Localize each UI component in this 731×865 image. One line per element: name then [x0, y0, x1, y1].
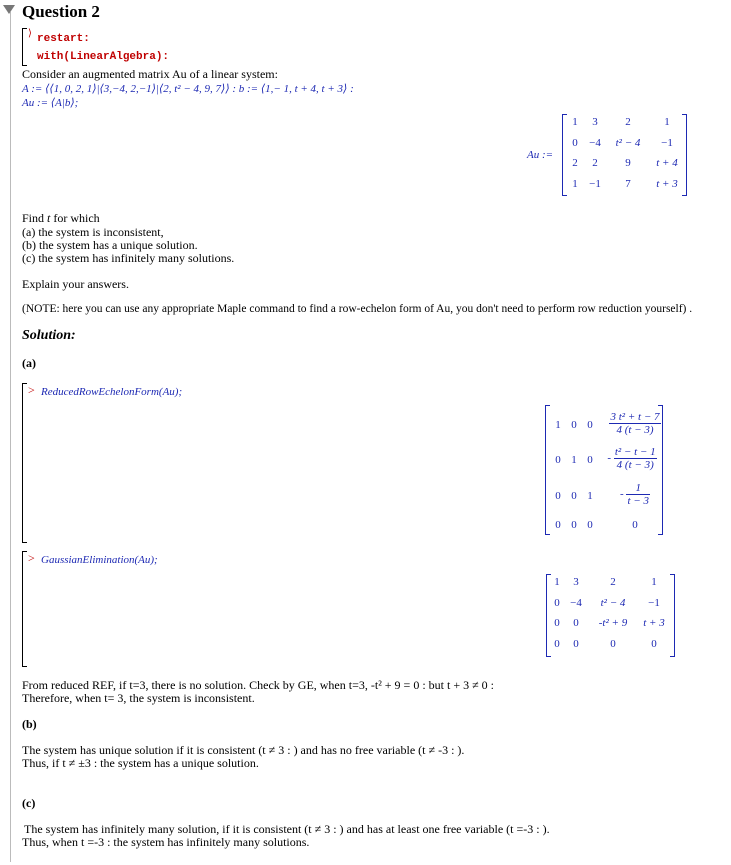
answer-c-line2: Thus, when t =-3 : the system has infinitely many solutions.	[22, 835, 310, 849]
ge-cell-2-4: −1	[648, 597, 660, 609]
ge-cell-4-1: 0	[554, 638, 560, 650]
au-matrix	[562, 114, 687, 196]
explain-text: Explain your answers.	[22, 277, 129, 291]
au-cell-2-3: t² − 4	[615, 137, 641, 149]
ge-matrix	[546, 574, 675, 657]
rref-cell-4-3: 0	[587, 519, 593, 531]
rref-cell-3-1: 0	[555, 490, 561, 502]
au-cell-4-3: 7	[625, 178, 631, 190]
section-bar	[10, 12, 11, 862]
cursor-prompt-icon: ⟩	[28, 28, 32, 39]
ge-cell-1-3: 2	[610, 576, 616, 588]
intro-text: Consider an augmented matrix Au of a linear system:	[22, 67, 278, 81]
ge-cell-1-2: 3	[573, 576, 579, 588]
input-restart[interactable]: restart:	[37, 33, 90, 45]
ge-command[interactable]: GaussianElimination(Au);	[41, 554, 158, 566]
ge-cell-4-3: 0	[610, 638, 616, 650]
answer-b-line2: Thus, if t ≠ ±3 : the system has a unique solution.	[22, 756, 259, 770]
var-t: t	[47, 211, 51, 225]
au-cell-1-2: 3	[592, 116, 598, 128]
ge-prompt-icon: >	[28, 551, 35, 565]
solution-heading: Solution:	[22, 328, 76, 343]
answer-a-line2: Therefore, when t= 3, the system is inconsistent.	[22, 691, 255, 705]
rref-cell-1-1: 1	[555, 419, 561, 431]
section-title[interactable]: Question 2	[22, 2, 100, 21]
part-c-label: (c)	[22, 796, 36, 810]
au-cell-3-1: 2	[572, 157, 578, 169]
input-with-linearalgebra[interactable]: with(LinearAlgebra):	[37, 51, 170, 63]
rref-cell-4-2: 0	[571, 519, 577, 531]
rref-cell-3-2: 0	[571, 490, 577, 502]
rref-cell-2-2: 1	[571, 454, 577, 466]
rref-cell-1-4: $\frac{\text{3 t² + t − 7}}{4 (t - 3)}$	[610, 411, 660, 436]
au-cell-3-2: 2	[592, 157, 598, 169]
part-b-label: (b)	[22, 717, 37, 731]
au-cell-4-1: 1	[572, 178, 578, 190]
ge-cell-3-3: -t² + 9	[598, 617, 628, 629]
au-cell-3-3: 9	[625, 157, 631, 169]
note-text: (NOTE: here you can use any appropriate Maple command to find a row-echelon form of Au, you don't need to perform row reduction yourself) .	[22, 303, 693, 315]
ge-cell-2-3: t² − 4	[600, 597, 626, 609]
au-cell-4-4: t + 3	[656, 178, 678, 190]
ge-cell-1-1: 1	[554, 576, 560, 588]
define-a-b[interactable]: A := ⟨⟨1, 0, 2, 1⟩|⟨3,−4, 2,−1⟩|⟨2, t² − 4, 9, 7⟩⟩ : b := ⟨1,− 1, t + 4, t + 3⟩ :	[22, 83, 354, 95]
answer-a-line1: From reduced REF, if t=3, there is no solution. Check by GE, when t=3, -t² + 9 = 0 : but t + 3 ≠ 0 :	[22, 678, 495, 692]
rref-cell-2-4: - $\frac{\text{t² − t − 1}}{4 (t - 3)}$	[607, 446, 656, 471]
question-line1: Find t for which	[22, 211, 100, 225]
ge-cell-2-1: 0	[554, 597, 560, 609]
rref-group-bracket[interactable]	[22, 383, 27, 543]
part-a-label: (a)	[22, 356, 36, 370]
au-cell-1-1: 1	[572, 116, 578, 128]
rref-command[interactable]: ReducedRowEchelonForm(Au);	[41, 386, 183, 398]
execution-group-bracket[interactable]	[22, 28, 27, 66]
ge-group-bracket[interactable]	[22, 551, 27, 667]
rref-cell-4-4: 0	[632, 519, 638, 531]
rref-cell-3-4: - $\frac{1}{t - 3}$	[620, 482, 649, 507]
question-c: (c) the system has infinitely many solutions.	[22, 251, 235, 265]
ge-cell-4-4: 0	[651, 638, 657, 650]
au-cell-2-1: 0	[572, 137, 578, 149]
au-label: Au :=	[527, 149, 554, 161]
rref-cell-2-1: 0	[555, 454, 561, 466]
answer-c-line1: The system has infinitely many solution, if it is consistent (t ≠ 3 : ) and has at least one free variable (t =-3 : ).	[24, 822, 550, 836]
ge-cell-3-4: t + 3	[643, 617, 665, 629]
au-cell-1-4: 1	[664, 116, 670, 128]
au-cell-3-4: t + 4	[656, 157, 678, 169]
rref-cell-1-2: 0	[571, 419, 577, 431]
au-cell-1-3: 2	[625, 116, 631, 128]
ge-cell-1-4: 1	[651, 576, 657, 588]
rref-cell-1-3: 0	[587, 419, 593, 431]
rref-matrix	[545, 405, 663, 535]
ge-cell-4-2: 0	[573, 638, 579, 650]
au-cell-2-2: −4	[589, 137, 601, 149]
rref-cell-3-3: 1	[587, 490, 593, 502]
collapse-triangle-icon[interactable]	[3, 5, 15, 14]
ge-cell-3-2: 0	[573, 617, 579, 629]
rref-cell-2-3: 0	[587, 454, 593, 466]
question-a: (a) the system is inconsistent,	[22, 225, 164, 239]
answer-b-line1: The system has unique solution if it is consistent (t ≠ 3 : ) and has no free variable (t ≠ -3 : ).	[22, 743, 465, 757]
ge-cell-2-2: −4	[570, 597, 582, 609]
rref-prompt-icon: >	[28, 383, 35, 397]
ge-cell-3-1: 0	[554, 617, 560, 629]
question-b: (b) the system has a unique solution.	[22, 238, 198, 252]
au-cell-2-4: −1	[661, 137, 673, 149]
rref-cell-4-1: 0	[555, 519, 561, 531]
define-au[interactable]: Au := ⟨A|b⟩;	[22, 97, 79, 109]
au-cell-4-2: −1	[589, 178, 601, 190]
